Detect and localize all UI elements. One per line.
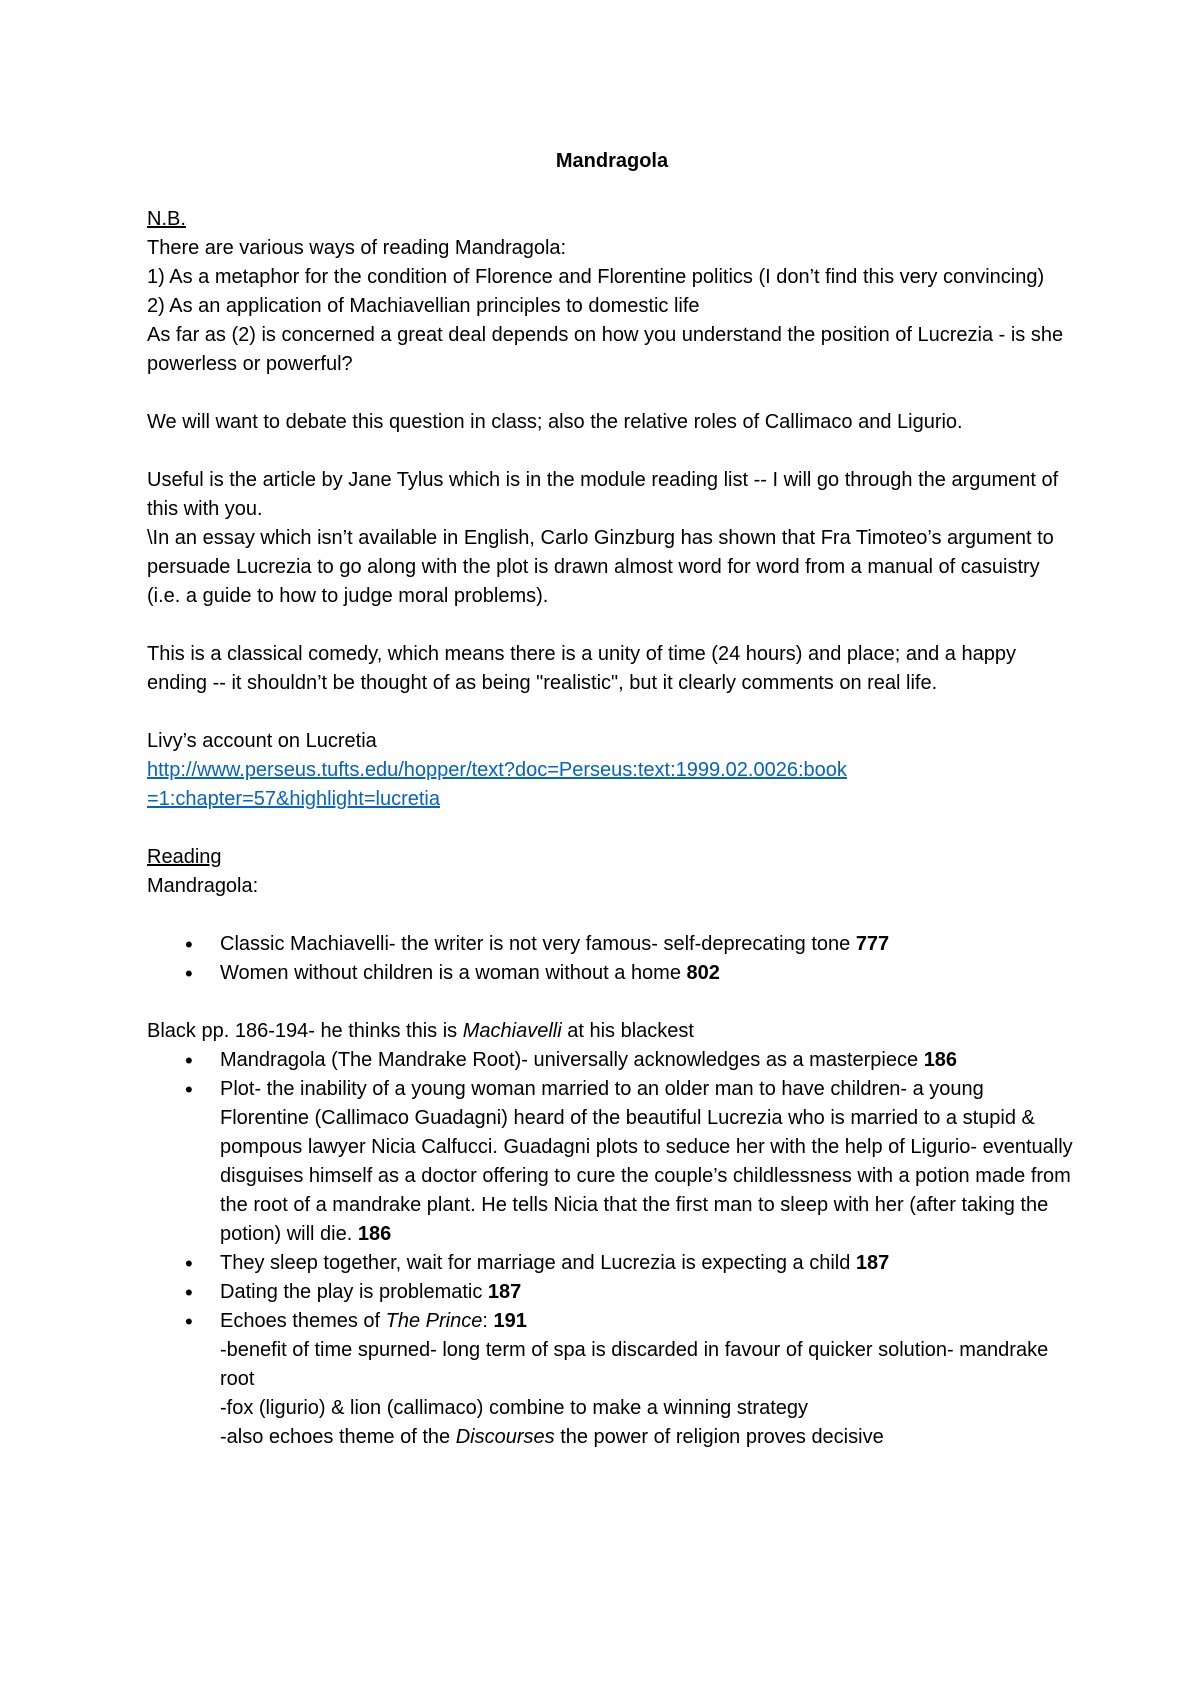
page-title: Mandragola [555,150,669,172]
reading-list [147,930,1077,988]
debate-paragraph: We will want to debate this question in class; also the relative roles of Callimaco and Ligurio. [147,411,963,433]
list-item: • Classic Machiavelli- the writer is not very famous- self-deprecating tone 777 [147,930,1077,959]
livy-link[interactable]: http://www.perseus.tufts.edu/hopper/text?doc=Perseus:text:1999.02.0026:book=1:chapter=57&highlight=lucretia [147,759,847,810]
document-body [147,147,1077,1452]
list-item: • Dating the play is problematic 187 [147,1278,1077,1307]
reading-subheading: Mandragola: [147,875,259,897]
spacer [147,379,1077,408]
nb-point-3: As far as (2) is concerned a great deal depends on how you understand the position of Lucrezia - is she powerless or powerful? [147,324,1064,375]
nb-point-1: 1) As a metaphor for the condition of Florence and Florentine politics (I don’t find this very convincing) [147,266,1045,288]
spacer [147,437,1077,466]
list-item: • Mandragola (The Mandrake Root)- universally acknowledges as a masterpiece 186 [147,1046,1077,1075]
spacer [147,901,1077,930]
list-item-echoes: • Echoes themes of The Prince: 191 -benefit of time spurned- long term of spa is discarded in favour of quicker solution- mandrake root -fox (ligurio) & lion (callimaco) combine to make a winning strategy -also echoes theme of the Discourses the power of religion proves decisive [147,1307,1077,1452]
comedy-paragraph: This is a classical comedy, which means there is a unity of time (24 hours) and place; and a happy ending -- it shouldn’t be thought of as being "realistic", but it clearly comments on real life. [147,643,1016,694]
nb-intro: There are various ways of reading Mandragola: [147,237,567,259]
black-list [147,1046,1077,1452]
list-item: • Women without children is a woman without a home 802 [147,959,1077,988]
livy-label: Livy’s account on Lucretia [147,730,377,752]
spacer [147,814,1077,843]
spacer [147,611,1077,640]
echoes-sub-2: -fox (ligurio) & lion (callimaco) combine to make a winning strategy [220,1397,809,1419]
ginzburg-paragraph: \In an essay which isn’t available in English, Carlo Ginzburg has shown that Fra Timoteo’s argument to persuade Lucrezia to go along with the plot is drawn almost word for word from a manual of casuistry (i.e. a guide to how to judge moral problems). [147,527,1054,607]
useful-paragraph: Useful is the article by Jane Tylus which is in the module reading list -- I will go through the argument of this with you. [147,469,1059,520]
echoes-sub-3: -also echoes theme of the Discourses the power of religion proves decisive [220,1426,884,1448]
echoes-sub-1: -benefit of time spurned- long term of spa is discarded in favour of quicker solution- mandrake root [220,1339,1049,1390]
list-item: • They sleep together, wait for marriage and Lucrezia is expecting a child 187 [147,1249,1077,1278]
nb-point-2: 2) As an application of Machiavellian principles to domestic life [147,295,700,317]
spacer [147,698,1077,727]
list-item: • Plot- the inability of a young woman married to an older man to have children- a young Florentine (Callimaco Guadagni) heard of the beautiful Lucrezia who is married to a stupid & pompous lawyer Nicia Calfucci. Guadagni plots to seduce her with the help of Ligurio- eventually disguises himself as a doctor offering to cure the couple’s childlessness with a potion made from the root of a mandrake plant. He tells Nicia that the first man to sleep with her (after taking the potion) will die. 186 [147,1075,1077,1249]
black-intro: Black pp. 186-194- he thinks this is Machiavelli at his blackest [147,1020,694,1042]
reading-heading: Reading [147,846,222,868]
nb-heading: N.B. [147,208,186,230]
spacer [147,988,1077,1017]
